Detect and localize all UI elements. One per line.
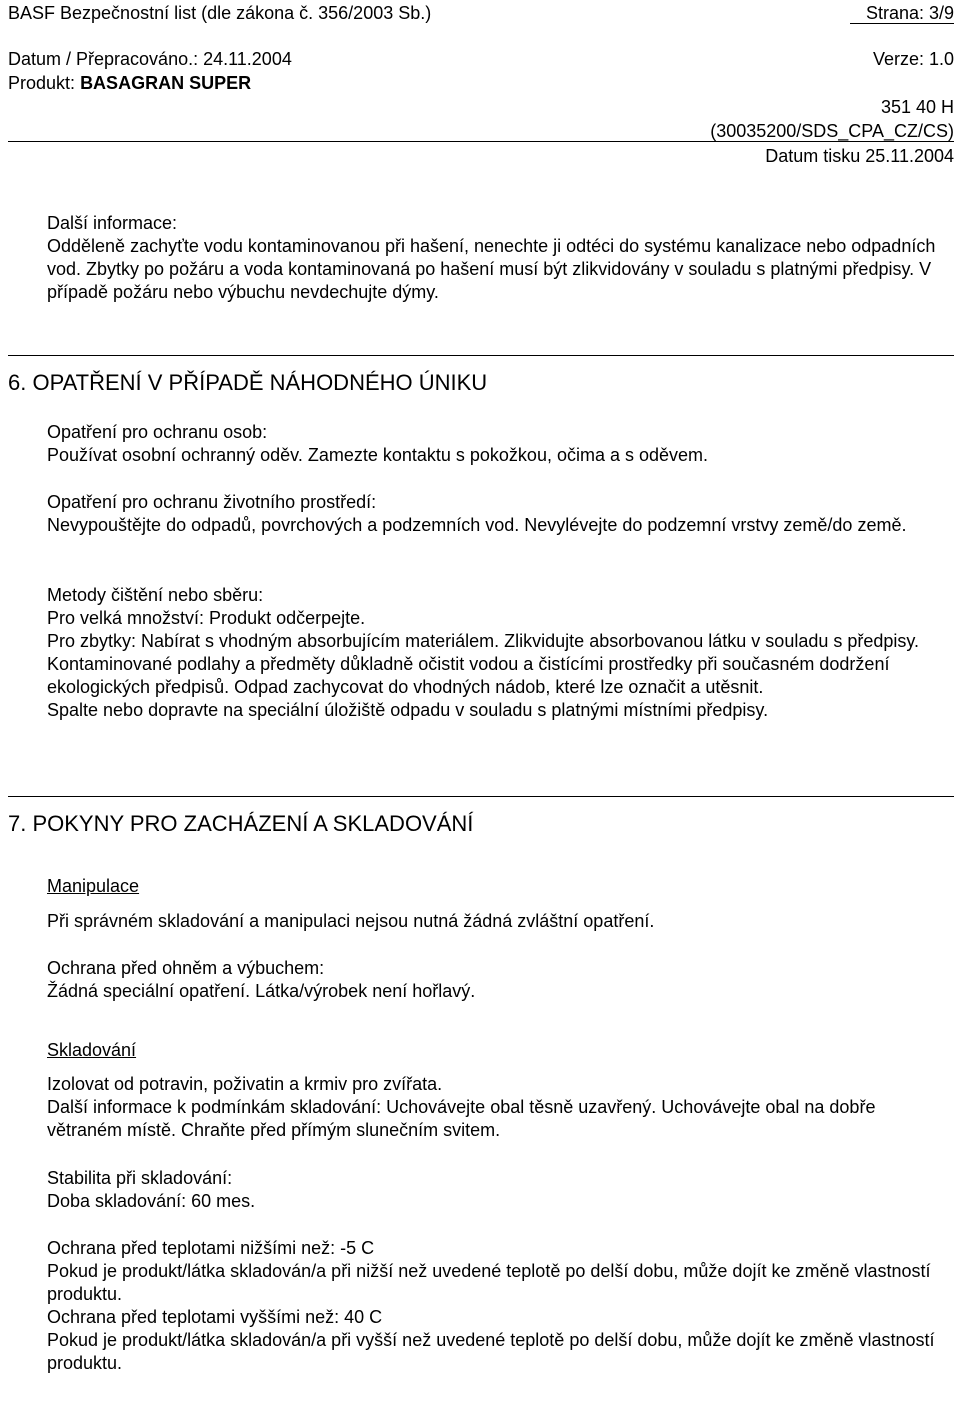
storage-heading-block bbox=[47, 1039, 950, 1062]
low-temp-label: Ochrana před teplotami nižšími než: -5 C bbox=[47, 1238, 375, 1258]
personal-text: Používat osobní ochranný oděv. Zamezte kontaktu s pokožkou, očima a s oděvem. bbox=[47, 445, 709, 465]
handling-text: Při správném skladování a manipulaci nejsou nutná žádná zvláštní opatření. bbox=[47, 911, 655, 931]
section-6-personal bbox=[47, 421, 950, 467]
fire-protection-block bbox=[47, 957, 950, 1003]
fire-info-text: Odděleně zachyťte vodu kontaminovanou při hašení, nenechte ji odtéci do systému kanalizace nebo odpadních vod. Zbytky po požáru a voda kontaminovaná po hašení musí být zlikvidovány v souladu s platnými předpisy. V případě požáru nebo výbuchu nevdechujte dýmy. bbox=[47, 236, 936, 302]
fire-protection-text: Žádná speciální opatření. Látka/výrobek není hořlavý. bbox=[47, 981, 476, 1001]
version: Verze: 1.0 bbox=[872, 49, 954, 69]
personal-heading: Opatření pro ochranu osob: bbox=[47, 422, 268, 442]
product-label: Produkt: bbox=[8, 73, 76, 93]
section-6-title: 6. OPATŘENÍ V PŘÍPADĚ NÁHODNÉHO ÚNIKU bbox=[8, 370, 488, 395]
handling-heading-block bbox=[47, 875, 950, 898]
handling-text-block bbox=[47, 910, 950, 933]
header-rule bbox=[8, 141, 954, 142]
temperature-block bbox=[47, 1237, 950, 1375]
header-row-2 bbox=[8, 48, 954, 70]
fire-protection-heading: Ochrana před ohněm a výbuchem: bbox=[47, 958, 325, 978]
header-row-3 bbox=[8, 72, 954, 94]
high-temp-text: Pokud je produkt/látka skladován/a při vyšší než uvedené teplotě po delší dobu, může dojít ke změně vlastností produktu. bbox=[47, 1330, 935, 1373]
fire-info-heading: Další informace: bbox=[47, 213, 178, 233]
storage-heading: Skladování bbox=[47, 1040, 137, 1060]
clean-text-4: Spalte nebo dopravte na speciální úložiště odpadu v souladu s platnými místními předpisy. bbox=[47, 700, 769, 720]
print-date: Datum tisku 25.11.2004 bbox=[765, 146, 954, 166]
clean-text-2: Pro zbytky: Nabírat s vhodným absorbujícím materiálem. Zlikvidujte absorbovanou látku v souladu s předpisy. bbox=[47, 631, 920, 651]
fire-info-block bbox=[47, 212, 950, 304]
section-6-rule bbox=[8, 355, 954, 356]
storage-text-2: Další informace k podmínkám skladování: Uchovávejte obal těsně uzavřený. Uchovávejte obal na dobře větraném místě. Chraňte před přímým slunečním svitem. bbox=[47, 1097, 876, 1140]
storage-text-1: Izolovat od potravin, poživatin a krmiv pro zvířata. bbox=[47, 1074, 443, 1094]
section-7-rule bbox=[8, 796, 954, 797]
clean-text-3: Kontaminované podlahy a předměty důkladně očistit vodou a čistícími prostředky při současném dodržení ekologických předpisů. Odpad zachycovat do vhodných nádob, které lze označit a utěsnit. bbox=[47, 654, 890, 697]
handling-heading: Manipulace bbox=[47, 876, 140, 896]
section-7-title: 7. POKYNY PRO ZACHÁZENÍ A SKLADOVÁNÍ bbox=[8, 811, 474, 836]
stability-heading: Stabilita při skladování: bbox=[47, 1168, 233, 1188]
env-heading: Opatření pro ochranu životního prostředí: bbox=[47, 492, 377, 512]
product-code: 351 40 H bbox=[880, 97, 954, 117]
stability-block bbox=[47, 1167, 950, 1213]
high-temp-label: Ochrana před teplotami vyššími než: 40 C bbox=[47, 1307, 383, 1327]
product-name: BASAGRAN SUPER bbox=[80, 73, 252, 93]
stability-text: Doba skladování: 60 mes. bbox=[47, 1191, 256, 1211]
low-temp-text: Pokud je produkt/látka skladován/a při nižší než uvedené teplotě po delší dobu, může dojít ke změně vlastností produktu. bbox=[47, 1261, 931, 1304]
header-row-1 bbox=[8, 2, 954, 24]
section-6-environment bbox=[47, 491, 950, 537]
sds-code: (30035200/SDS_CPA_CZ/CS) bbox=[710, 121, 954, 141]
document-title: BASF Bezpečnostní list (dle zákona č. 356/2003 Sb.) bbox=[8, 3, 432, 23]
storage-block bbox=[47, 1073, 950, 1142]
section-6-cleaning bbox=[47, 584, 950, 722]
env-text: Nevypouštějte do odpadů, povrchových a podzemních vod. Nevylévejte do podzemní vrstvy země/do země. bbox=[47, 515, 907, 535]
page-number: Strana: 3/9 bbox=[865, 3, 954, 23]
clean-text-1: Pro velká množství: Produkt odčerpejte. bbox=[47, 608, 366, 628]
clean-heading: Metody čištění nebo sběru: bbox=[47, 585, 264, 605]
header-short-rule bbox=[850, 23, 954, 24]
revision-date: Datum / Přepracováno.: 24.11.2004 bbox=[8, 49, 292, 69]
